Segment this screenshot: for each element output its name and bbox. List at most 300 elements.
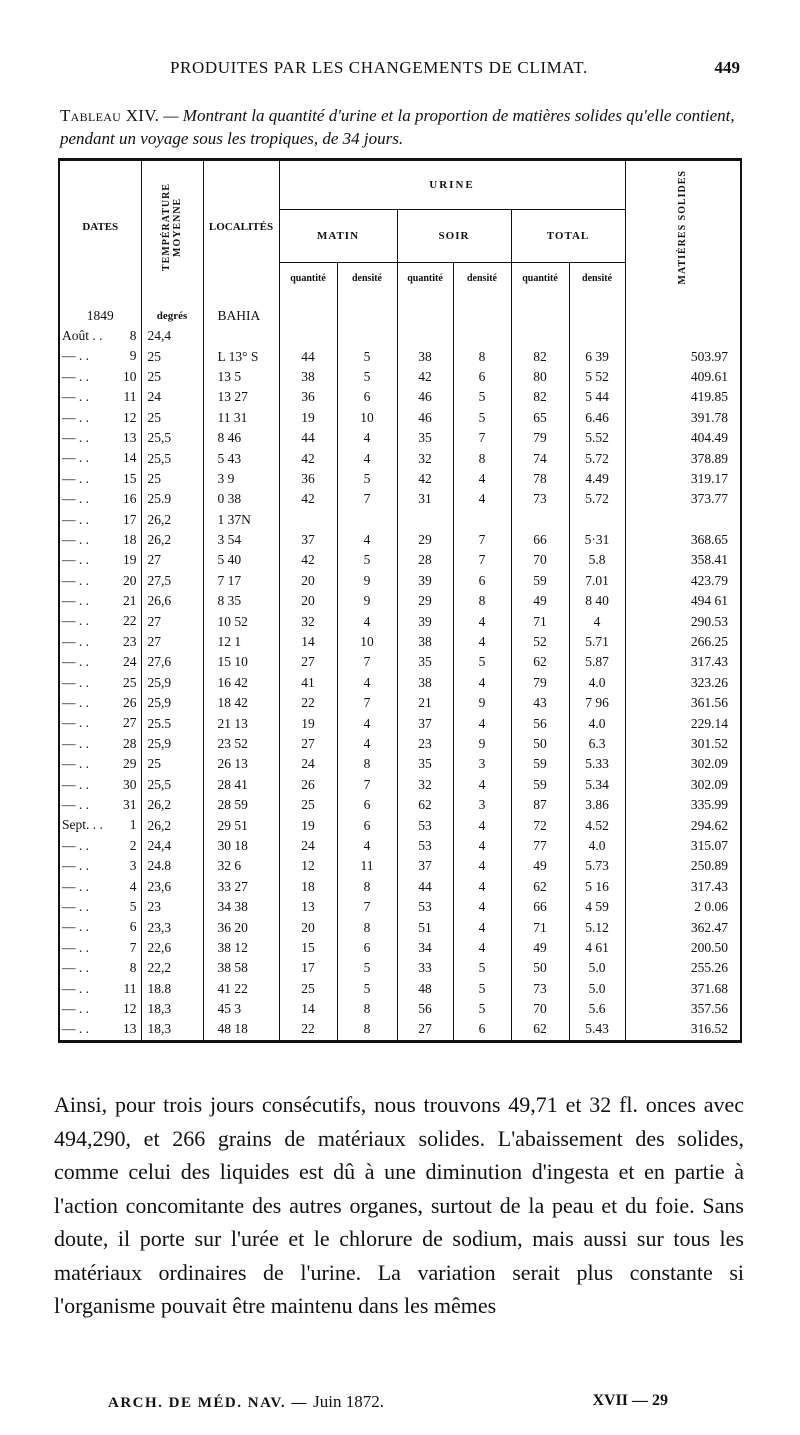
date-cell	[59, 693, 141, 713]
footer-signature: XVII — 29	[592, 1392, 668, 1409]
table-row	[59, 815, 741, 835]
header-densite: densité	[453, 263, 511, 294]
soir-quantite-cell: 44	[397, 877, 453, 897]
date-cell	[59, 510, 141, 530]
day-label: 7	[129, 939, 137, 955]
matin-densite-cell: 10	[337, 408, 397, 428]
temp-cell: 26,6	[141, 591, 203, 611]
total-densite-cell: 8 40	[569, 591, 625, 611]
solides-cell: 323.26	[625, 673, 741, 693]
month-label: Sept. . .	[62, 817, 103, 833]
total-densite-cell: 5 52	[569, 367, 625, 387]
matin-densite-cell	[337, 326, 397, 346]
table-row	[59, 877, 741, 897]
month-label: — . .	[62, 450, 89, 466]
soir-quantite-cell: 31	[397, 489, 453, 509]
solides-cell: 294.62	[625, 815, 741, 835]
matin-densite-cell: 4	[337, 530, 397, 550]
day-label: 20	[123, 572, 137, 588]
matin-quantite-cell: 13	[279, 897, 337, 917]
month-label: — . .	[62, 389, 89, 405]
table-row	[59, 775, 741, 795]
table-caption	[60, 104, 750, 150]
temp-unit-cell: degrés	[141, 293, 203, 326]
day-label: 22	[123, 613, 137, 629]
soir-densite-cell: 4	[453, 632, 511, 652]
day-label: 25	[123, 674, 137, 690]
month-label: — . .	[62, 1021, 89, 1037]
day-label: 5	[129, 898, 137, 914]
matin-quantite-cell: 25	[279, 979, 337, 999]
table-row	[59, 999, 741, 1019]
month-label: — . .	[62, 368, 89, 384]
day-label: 6	[129, 919, 137, 935]
total-densite-cell: 5.33	[569, 754, 625, 774]
soir-quantite-cell: 35	[397, 428, 453, 448]
location-cell: 11 31	[203, 408, 279, 428]
soir-quantite-cell: 23	[397, 734, 453, 754]
header-quantite: quantité	[279, 263, 337, 294]
date-cell	[59, 836, 141, 856]
location-cell: 30 18	[203, 836, 279, 856]
total-quantite-cell	[511, 326, 569, 346]
date-cell	[59, 489, 141, 509]
matin-densite-cell: 4	[337, 611, 397, 631]
month-label: — . .	[62, 980, 89, 996]
matin-densite-cell: 9	[337, 571, 397, 591]
soir-densite-cell	[453, 326, 511, 346]
month-label: — . .	[62, 735, 89, 751]
solides-cell: 357.56	[625, 999, 741, 1019]
location-cell: 15 10	[203, 652, 279, 672]
soir-densite-cell: 4	[453, 815, 511, 835]
solides-cell: 302.09	[625, 754, 741, 774]
total-quantite-cell: 59	[511, 571, 569, 591]
day-label: 31	[123, 796, 137, 812]
total-quantite-cell: 56	[511, 713, 569, 733]
total-densite-cell: 5.12	[569, 917, 625, 937]
matin-quantite-cell: 22	[279, 693, 337, 713]
date-cell	[59, 530, 141, 550]
matin-quantite-cell: 26	[279, 775, 337, 795]
year-cell: 1849	[86, 307, 114, 323]
solides-cell: 315.07	[625, 836, 741, 856]
month-label: — . .	[62, 695, 89, 711]
soir-quantite-cell: 21	[397, 693, 453, 713]
temp-cell: 24,4	[141, 326, 203, 346]
table-row	[59, 346, 741, 366]
total-densite-cell: 5.0	[569, 979, 625, 999]
table-row-year	[59, 293, 741, 326]
temp-cell: 24.8	[141, 856, 203, 876]
total-densite-cell: 5 16	[569, 877, 625, 897]
total-densite-cell: 5 44	[569, 387, 625, 407]
page-footer	[108, 1392, 668, 1416]
location-cell: 12 1	[203, 632, 279, 652]
table-row	[59, 734, 741, 754]
total-quantite-cell: 73	[511, 489, 569, 509]
table-row	[59, 938, 741, 958]
header-dates: DATES	[59, 160, 141, 294]
solides-cell: 503.97	[625, 346, 741, 366]
location-cell: 26 13	[203, 754, 279, 774]
soir-densite-cell: 4	[453, 775, 511, 795]
matin-quantite-cell: 18	[279, 877, 337, 897]
total-quantite-cell: 73	[511, 979, 569, 999]
month-label: — . .	[62, 939, 89, 955]
month-label: — . .	[62, 1000, 89, 1016]
month-label: — . .	[62, 511, 89, 527]
matin-densite-cell: 8	[337, 1019, 397, 1041]
location-cell: 28 41	[203, 775, 279, 795]
location-cell: L 13° S	[203, 346, 279, 366]
table-row	[59, 652, 741, 672]
soir-quantite-cell: 32	[397, 448, 453, 468]
total-densite-cell: 7 96	[569, 693, 625, 713]
solides-cell: 409.61	[625, 367, 741, 387]
header-soir: SOIR	[397, 210, 511, 263]
table-row	[59, 713, 741, 733]
date-cell	[59, 673, 141, 693]
soir-quantite-cell: 38	[397, 673, 453, 693]
solides-cell: 301.52	[625, 734, 741, 754]
table-row	[59, 326, 741, 346]
solides-cell: 200.50	[625, 938, 741, 958]
total-quantite-cell: 66	[511, 530, 569, 550]
header-localites: LOCALITÉS	[203, 160, 279, 294]
matin-densite-cell: 6	[337, 938, 397, 958]
matin-quantite-cell: 25	[279, 795, 337, 815]
header-solides	[625, 160, 741, 294]
date-cell	[59, 591, 141, 611]
month-label: — . .	[62, 715, 89, 731]
total-quantite-cell: 71	[511, 611, 569, 631]
matin-quantite-cell: 22	[279, 1019, 337, 1041]
date-cell	[59, 571, 141, 591]
soir-quantite-cell: 37	[397, 713, 453, 733]
total-densite-cell: 5.6	[569, 999, 625, 1019]
soir-densite-cell: 5	[453, 979, 511, 999]
solides-cell: 361.56	[625, 693, 741, 713]
table-row	[59, 795, 741, 815]
location-cell: 33 27	[203, 877, 279, 897]
total-quantite-cell: 78	[511, 469, 569, 489]
date-cell	[59, 611, 141, 631]
solides-cell: 266.25	[625, 632, 741, 652]
total-densite-cell: 6 39	[569, 346, 625, 366]
location-cell: 21 13	[203, 713, 279, 733]
temp-cell: 23,3	[141, 917, 203, 937]
matin-quantite-cell: 19	[279, 815, 337, 835]
date-cell	[59, 815, 141, 835]
matin-quantite-cell: 27	[279, 652, 337, 672]
date-cell	[59, 775, 141, 795]
matin-densite-cell: 5	[337, 367, 397, 387]
table-row	[59, 510, 741, 530]
soir-quantite-cell: 28	[397, 550, 453, 570]
matin-densite-cell: 11	[337, 856, 397, 876]
soir-quantite-cell: 37	[397, 856, 453, 876]
temp-cell: 25,9	[141, 673, 203, 693]
month-label: — . .	[62, 674, 89, 690]
day-label: 4	[129, 878, 137, 894]
table-row	[59, 469, 741, 489]
soir-quantite-cell: 53	[397, 897, 453, 917]
day-label: 30	[123, 776, 137, 792]
total-densite-cell: 5.71	[569, 632, 625, 652]
matin-quantite-cell: 36	[279, 469, 337, 489]
soir-quantite-cell: 51	[397, 917, 453, 937]
location-cell: 5 43	[203, 448, 279, 468]
day-label: 9	[129, 348, 137, 364]
temp-cell: 27,6	[141, 652, 203, 672]
location-cell: 38 58	[203, 958, 279, 978]
location-cell: 29 51	[203, 815, 279, 835]
solides-cell: 317.43	[625, 652, 741, 672]
temp-cell: 27,5	[141, 571, 203, 591]
total-densite-cell: 5.43	[569, 1019, 625, 1041]
temp-cell: 24,4	[141, 836, 203, 856]
date-cell	[59, 979, 141, 999]
table-row	[59, 550, 741, 570]
header-urine: URINE	[279, 160, 625, 210]
soir-quantite-cell: 33	[397, 958, 453, 978]
table-row	[59, 958, 741, 978]
matin-densite-cell: 7	[337, 652, 397, 672]
matin-densite-cell: 8	[337, 917, 397, 937]
total-quantite-cell: 71	[511, 917, 569, 937]
total-densite-cell: 7.01	[569, 571, 625, 591]
temp-cell: 25,5	[141, 775, 203, 795]
header-densite: densité	[337, 263, 397, 294]
month-label: — . .	[62, 796, 89, 812]
solides-cell: 317.43	[625, 877, 741, 897]
temp-cell: 23,6	[141, 877, 203, 897]
header-temp-label: TEMPÉRATURE MOYENNE	[161, 182, 183, 272]
running-header	[60, 58, 740, 84]
table-label: Tableau XIV.	[60, 106, 160, 125]
matin-densite-cell: 4	[337, 673, 397, 693]
temp-cell: 24	[141, 387, 203, 407]
day-label: 15	[123, 470, 137, 486]
table-row	[59, 754, 741, 774]
soir-densite-cell: 3	[453, 795, 511, 815]
date-cell	[59, 448, 141, 468]
matin-quantite-cell	[279, 326, 337, 346]
day-label: 2	[129, 837, 137, 853]
header-matin: MATIN	[279, 210, 397, 263]
day-label: 28	[123, 735, 137, 751]
table-row	[59, 408, 741, 428]
location-cell: 5 40	[203, 550, 279, 570]
total-densite-cell: 5.8	[569, 550, 625, 570]
matin-densite-cell: 8	[337, 754, 397, 774]
header-densite: densité	[569, 263, 625, 294]
location-cell: 3 9	[203, 469, 279, 489]
date-cell	[59, 917, 141, 937]
solides-cell: 358.41	[625, 550, 741, 570]
location-cell: 38 12	[203, 938, 279, 958]
total-densite-cell: 3.86	[569, 795, 625, 815]
table-row	[59, 856, 741, 876]
matin-quantite-cell: 24	[279, 754, 337, 774]
total-quantite-cell: 50	[511, 958, 569, 978]
matin-densite-cell: 7	[337, 775, 397, 795]
location-cell: 10 52	[203, 611, 279, 631]
total-quantite-cell: 49	[511, 938, 569, 958]
soir-densite-cell: 4	[453, 489, 511, 509]
matin-quantite-cell: 15	[279, 938, 337, 958]
total-densite-cell: 5.0	[569, 958, 625, 978]
temp-cell: 25,5	[141, 448, 203, 468]
soir-densite-cell: 6	[453, 1019, 511, 1041]
page-number: 449	[714, 58, 740, 77]
matin-densite-cell: 8	[337, 877, 397, 897]
total-quantite-cell: 74	[511, 448, 569, 468]
month-label: — . .	[62, 348, 89, 364]
day-label: 29	[123, 756, 137, 772]
matin-quantite-cell: 36	[279, 387, 337, 407]
location-cell: 13 5	[203, 367, 279, 387]
soir-densite-cell: 5	[453, 958, 511, 978]
table-row	[59, 1019, 741, 1041]
matin-densite-cell	[337, 510, 397, 530]
month-label: — . .	[62, 593, 89, 609]
matin-densite-cell: 9	[337, 591, 397, 611]
matin-quantite-cell: 27	[279, 734, 337, 754]
date-cell	[59, 958, 141, 978]
month-label: — . .	[62, 898, 89, 914]
location-cell: 1 37N	[203, 510, 279, 530]
total-quantite-cell: 62	[511, 652, 569, 672]
total-densite-cell: 4.0	[569, 836, 625, 856]
total-quantite-cell: 65	[511, 408, 569, 428]
total-densite-cell: 6.46	[569, 408, 625, 428]
soir-densite-cell: 9	[453, 693, 511, 713]
month-label: — . .	[62, 837, 89, 853]
day-label: 26	[123, 695, 137, 711]
month-label: — . .	[62, 756, 89, 772]
date-cell	[59, 938, 141, 958]
total-densite-cell: 5.34	[569, 775, 625, 795]
solides-cell: 250.89	[625, 856, 741, 876]
header-solides-label: MATIÈRES SOLIDES	[677, 169, 689, 285]
total-quantite-cell: 59	[511, 775, 569, 795]
date-cell	[59, 713, 141, 733]
day-label: 19	[123, 552, 137, 568]
date-cell	[59, 632, 141, 652]
location-cell: 8 35	[203, 591, 279, 611]
solides-cell: 368.65	[625, 530, 741, 550]
month-label: — . .	[62, 633, 89, 649]
day-label: 27	[123, 715, 137, 731]
soir-quantite-cell: 53	[397, 815, 453, 835]
month-label: — . .	[62, 572, 89, 588]
soir-quantite-cell	[397, 326, 453, 346]
data-table	[58, 158, 742, 1043]
matin-densite-cell: 7	[337, 693, 397, 713]
solides-cell: 378.89	[625, 448, 741, 468]
soir-quantite-cell: 53	[397, 836, 453, 856]
temp-cell: 25	[141, 346, 203, 366]
matin-densite-cell: 7	[337, 489, 397, 509]
footer-journal	[108, 1392, 384, 1412]
total-quantite-cell	[511, 510, 569, 530]
total-densite-cell: 4.0	[569, 673, 625, 693]
month-label: — . .	[62, 531, 89, 547]
temp-cell: 26,2	[141, 815, 203, 835]
location-cell: 34 38	[203, 897, 279, 917]
soir-quantite-cell: 35	[397, 652, 453, 672]
matin-quantite-cell: 37	[279, 530, 337, 550]
matin-quantite-cell: 44	[279, 346, 337, 366]
solides-cell: 302.09	[625, 775, 741, 795]
soir-densite-cell: 7	[453, 428, 511, 448]
total-quantite-cell: 62	[511, 877, 569, 897]
temp-cell: 25.5	[141, 713, 203, 733]
table-row	[59, 530, 741, 550]
date-cell	[59, 387, 141, 407]
location-cell: 45 3	[203, 999, 279, 1019]
total-densite-cell: 5.73	[569, 856, 625, 876]
matin-densite-cell: 5	[337, 469, 397, 489]
day-label: 8	[129, 960, 137, 976]
table-row	[59, 428, 741, 448]
soir-quantite-cell: 46	[397, 408, 453, 428]
solides-cell: 316.52	[625, 1019, 741, 1041]
matin-densite-cell: 5	[337, 979, 397, 999]
matin-densite-cell: 7	[337, 897, 397, 917]
month-label: — . .	[62, 858, 89, 874]
solides-cell: 290.53	[625, 611, 741, 631]
matin-quantite-cell: 42	[279, 448, 337, 468]
matin-quantite-cell: 20	[279, 591, 337, 611]
location-cell: 36 20	[203, 917, 279, 937]
running-title: PRODUITES PAR LES CHANGEMENTS DE CLIMAT.	[170, 58, 588, 77]
date-cell	[59, 999, 141, 1019]
soir-quantite-cell: 29	[397, 530, 453, 550]
matin-quantite-cell: 19	[279, 713, 337, 733]
temp-cell: 22,2	[141, 958, 203, 978]
total-quantite-cell: 62	[511, 1019, 569, 1041]
soir-quantite-cell: 42	[397, 367, 453, 387]
matin-quantite-cell: 17	[279, 958, 337, 978]
date-cell	[59, 326, 141, 346]
temp-cell: 27	[141, 632, 203, 652]
matin-quantite-cell: 38	[279, 367, 337, 387]
table-row	[59, 571, 741, 591]
solides-cell: 2 0.06	[625, 897, 741, 917]
table-row	[59, 897, 741, 917]
soir-densite-cell: 4	[453, 897, 511, 917]
table-row	[59, 836, 741, 856]
table-row	[59, 673, 741, 693]
soir-densite-cell: 4	[453, 469, 511, 489]
date-cell	[59, 877, 141, 897]
matin-quantite-cell: 42	[279, 550, 337, 570]
location-cell: 7 17	[203, 571, 279, 591]
solides-cell: 391.78	[625, 408, 741, 428]
matin-quantite-cell: 42	[279, 489, 337, 509]
table-row	[59, 693, 741, 713]
temp-cell: 25	[141, 754, 203, 774]
total-quantite-cell: 72	[511, 815, 569, 835]
table-row	[59, 367, 741, 387]
solides-cell: 423.79	[625, 571, 741, 591]
temp-cell: 27	[141, 550, 203, 570]
header-total: TOTAL	[511, 210, 625, 263]
soir-densite-cell: 8	[453, 346, 511, 366]
